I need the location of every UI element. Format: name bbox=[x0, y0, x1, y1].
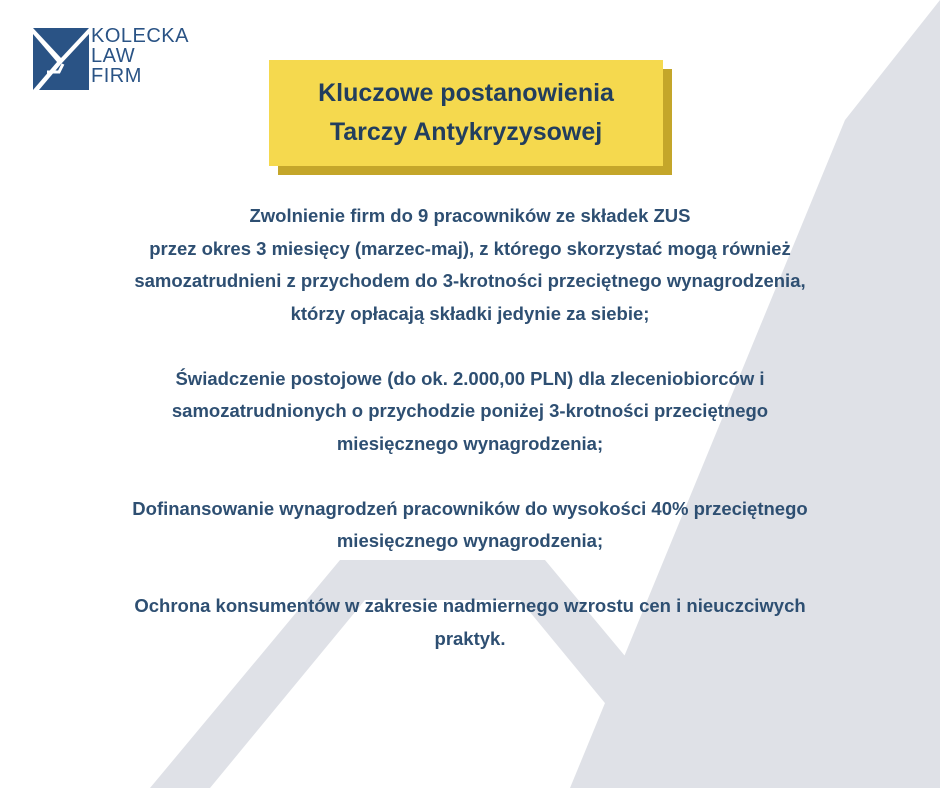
provision-line: samozatrudnieni z przychodem do 3-krotności przeciętnego wynagrodzenia, bbox=[134, 270, 806, 291]
provision-idle-benefit bbox=[0, 363, 940, 461]
provision-line: miesięcznego wynagrodzenia; bbox=[336, 432, 604, 454]
provision-line: samozatrudnionych o przychodzie poniżej 3-krotności przeciętnego bbox=[171, 400, 769, 421]
provision-line: przez okres 3 miesięcy (marzec-maj), z którego skorzystać mogą również bbox=[149, 237, 791, 259]
logo-mark-icon bbox=[33, 28, 89, 90]
provision-line: Dofinansowanie wynagrodzeń pracowników do wysokości 40% przeciętnego bbox=[132, 497, 808, 519]
page-title-line-2: Tarczy Antykryzysowej bbox=[329, 118, 603, 146]
logo-text-line-3: FIRM bbox=[91, 65, 142, 87]
provision-line: praktyk. bbox=[434, 627, 506, 649]
logo-text bbox=[91, 26, 189, 86]
title-box bbox=[269, 60, 663, 166]
provision-salary-subsidy bbox=[0, 493, 940, 558]
page-title-line-1: Kluczowe postanowienia bbox=[318, 79, 614, 107]
provision-line: Zwolnienie firm do 9 pracowników ze składek ZUS bbox=[249, 205, 691, 226]
provision-line: Ochrona konsumentów w zakresie nadmiernego wzrostu cen i nieuczciwych bbox=[134, 595, 806, 616]
provisions-list bbox=[0, 200, 940, 655]
provision-zus-exemption bbox=[0, 200, 940, 330]
provision-line: Świadczenie postojowe (do ok. 2.000,00 PLN) dla zleceniobiorców i bbox=[175, 367, 765, 389]
logo-text-line-2: LAW bbox=[91, 45, 136, 67]
provision-consumer-protection bbox=[0, 590, 940, 655]
company-logo bbox=[33, 25, 203, 92]
logo-text-line-1: KOLECKA bbox=[91, 25, 189, 47]
title-banner bbox=[269, 60, 663, 166]
provision-line: którzy opłacają składki jedynie za siebie; bbox=[290, 302, 650, 324]
provision-line: miesięcznego wynagrodzenia; bbox=[336, 530, 604, 551]
